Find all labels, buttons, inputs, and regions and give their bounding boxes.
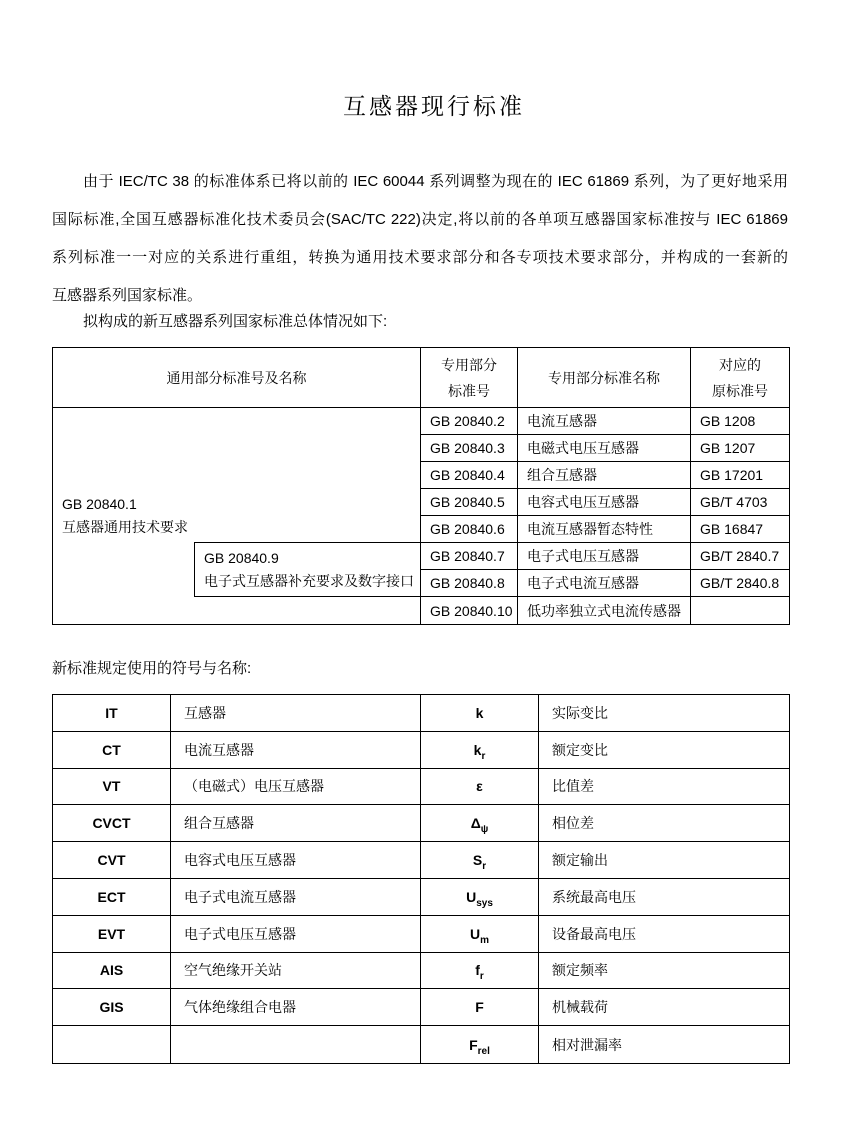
abbr-cell: GIS <box>53 989 171 1026</box>
abbr-cell: CT <box>53 732 171 769</box>
symbol-cell <box>421 732 539 769</box>
header-special-part-no <box>421 348 518 408</box>
standard-no-cell: GB 20840.2 <box>421 408 518 435</box>
standard-name-cell: 电子式电流互感器 <box>518 570 691 597</box>
standard-name-cell: 组合互感器 <box>518 462 691 489</box>
nested-standard-cell <box>194 542 420 597</box>
standard-name-cell: 电子式电压互感器 <box>518 543 691 570</box>
symbol-cell <box>421 916 539 953</box>
symbol-name-cell: 额定输出 <box>539 842 789 879</box>
header-line: 专用部分 <box>441 356 497 373</box>
paragraph-line: 互感器系列国家标准。 <box>52 287 203 304</box>
abbr-name-cell: 电子式电流互感器 <box>171 879 421 916</box>
standard-name-cell: 电磁式电压互感器 <box>518 435 691 462</box>
symbol: $S_r$ <box>472 852 487 872</box>
abbr-cell: IT <box>53 695 171 732</box>
standard-no-cell: GB 20840.5 <box>421 489 518 516</box>
original-no-cell: GB/T 2840.7 <box>691 543 789 570</box>
symbol: ε <box>476 778 483 795</box>
intro-paragraph <box>52 163 788 315</box>
abbr-name-cell: 电容式电压互感器 <box>171 842 421 879</box>
paragraph-line: 系列标准一一对应的关系进行重组，转换为通用技术要求部分和各专项技术要求部分，并构成的一套新的 <box>52 249 788 266</box>
symbol-name-cell: 实际变比 <box>539 695 789 732</box>
abbr-name-cell: 电流互感器 <box>171 732 421 769</box>
symbol-cell <box>421 769 539 806</box>
abbr-cell: CVCT <box>53 805 171 842</box>
abbr-name-cell: 空气绝缘开关站 <box>171 953 421 990</box>
abbr-name-cell <box>171 1026 421 1063</box>
symbol: $F_{rel}$ <box>469 1036 490 1057</box>
symbol-cell <box>421 953 539 990</box>
abbr-name-cell: 组合互感器 <box>171 805 421 842</box>
standard-name-cell: 电流互感器 <box>518 408 691 435</box>
symbol-cell <box>421 989 539 1026</box>
original-no-cell: GB 17201 <box>691 462 789 489</box>
nested-standard-no: GB 20840.9 <box>204 549 279 566</box>
abbr-cell: EVT <box>53 916 171 953</box>
general-standard-name: 互感器通用技术要求 <box>62 519 188 535</box>
abbr-cell <box>53 1026 171 1063</box>
standard-no-cell: GB 20840.8 <box>421 570 518 597</box>
abbr-name-cell: 电子式电压互感器 <box>171 916 421 953</box>
original-no-cell: GB 1208 <box>691 408 789 435</box>
abbr-cell: ECT <box>53 879 171 916</box>
header-original-no <box>691 348 789 408</box>
paragraph-line: 由于 IEC/TC 38 的标准体系已将以前的 IEC 60044 系列调整为现在的 IEC 61869 系列，为了更好地采用 <box>83 173 788 190</box>
abbr-name-cell: （电磁式）电压互感器 <box>171 769 421 806</box>
symbol-name-cell: 相对泄漏率 <box>552 1036 622 1053</box>
symbol: $\Delta_\psi$ <box>470 815 489 836</box>
abbr-cell: AIS <box>53 953 171 990</box>
paragraph-line: 国际标准,全国互感器标准化技术委员会(SAC/TC 222)决定,将以前的各单项互感器国家标准按与 IEC 61869 <box>52 211 788 228</box>
symbol-cell <box>421 805 539 842</box>
standard-no-cell: GB 20840.3 <box>421 435 518 462</box>
symbol-cell <box>421 1026 539 1063</box>
page-title: 互感器现行标准 <box>343 94 525 119</box>
symbol-name-cell: 系统最高电压 <box>539 879 789 916</box>
standard-no-cell: GB 20840.4 <box>421 462 518 489</box>
header-special-part-name: 专用部分标准名称 <box>518 348 691 408</box>
symbol-name-cell: 比值差 <box>539 769 789 806</box>
standard-name-cell: 低功率独立式电流传感器 <box>518 597 691 624</box>
original-no-cell: GB/T 2840.8 <box>691 570 789 597</box>
original-no-cell: GB 1207 <box>691 435 789 462</box>
header-line: 对应的 <box>719 356 761 373</box>
symbols-table-intro: 新标准规定使用的符号与名称: <box>52 660 252 677</box>
abbr-cell: VT <box>53 769 171 806</box>
standard-name-cell: 电流互感器暂态特性 <box>518 516 691 543</box>
standards-table <box>52 347 790 625</box>
symbol-cell <box>421 842 539 879</box>
standard-no-cell: GB 20840.10 <box>421 597 518 624</box>
nested-standard-name: 电子式互感器补充要求及数字接口 <box>204 572 414 589</box>
abbr-name-cell: 气体绝缘组合电器 <box>171 989 421 1026</box>
standard-no-cell: GB 20840.7 <box>421 543 518 570</box>
abbr-cell: CVT <box>53 842 171 879</box>
header-line: 标准号 <box>448 382 490 399</box>
symbol: $k_r$ <box>473 741 486 762</box>
standard-no-cell: GB 20840.6 <box>421 516 518 543</box>
symbol: k <box>475 704 484 721</box>
symbols-table <box>52 694 790 1064</box>
symbol-name-cell: 机械载荷 <box>539 989 789 1026</box>
standards-table-intro: 拟构成的新互感器系列国家标准总体情况如下: <box>83 313 388 330</box>
symbol-name-cell: 额定变比 <box>539 732 789 769</box>
original-no-cell <box>691 597 789 624</box>
symbol-name-cell: 相位差 <box>539 805 789 842</box>
original-no-cell: GB 16847 <box>691 516 789 543</box>
symbol-name-cell: 设备最高电压 <box>539 916 789 953</box>
symbol: $U_m$ <box>469 925 490 946</box>
symbol-cell <box>421 695 539 732</box>
standard-name-cell: 电容式电压互感器 <box>518 489 691 516</box>
symbol: $U_{sys}$ <box>466 888 493 909</box>
symbol-name-cell: 额定频率 <box>539 953 789 990</box>
symbol: F <box>475 999 484 1016</box>
header-line: 原标准号 <box>712 382 768 399</box>
symbol: $f_r$ <box>475 962 484 983</box>
header-general-part: 通用部分标准号及名称 <box>53 348 421 408</box>
general-standard-no: GB 20840.1 <box>62 496 137 512</box>
symbol-cell <box>421 879 539 916</box>
general-standard-cell <box>53 408 421 624</box>
original-no-cell: GB/T 4703 <box>691 489 789 516</box>
abbr-name-cell: 互感器 <box>171 695 421 732</box>
